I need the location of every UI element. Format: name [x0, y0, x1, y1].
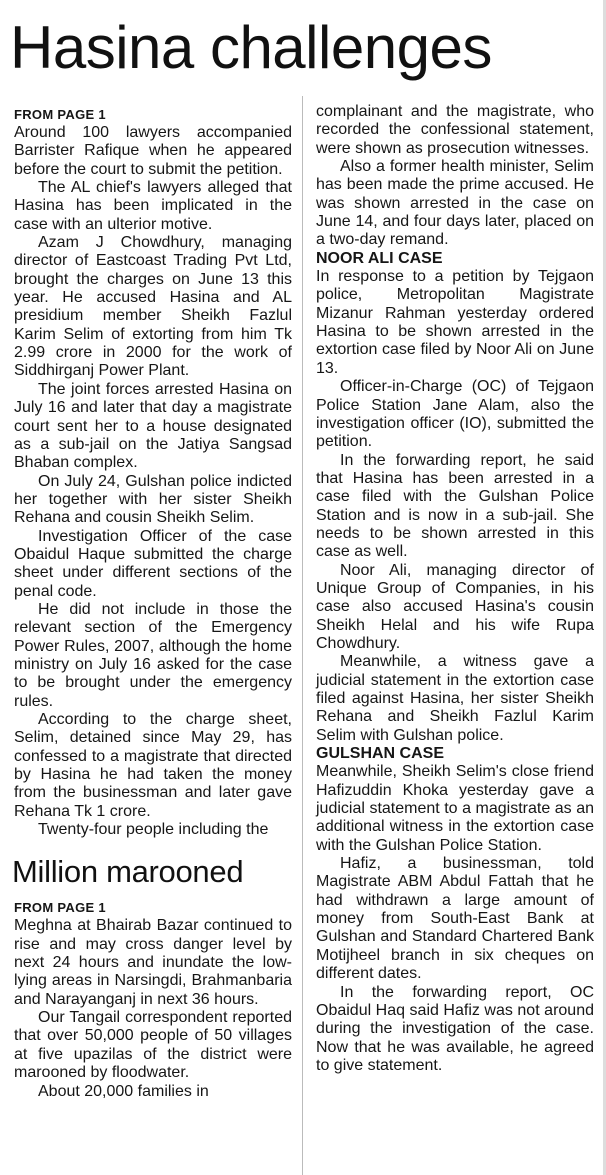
paragraph: Investigation Officer of the case Obaidul Haque submitted the charge sheet under different sections of the penal code. — [14, 527, 292, 600]
paragraph: According to the charge sheet, Selim, detained since May 29, has confessed to a magistrate that directed by Hasina he had taken the money from the businessman and later gave Rehana Tk 1 crore. — [14, 711, 292, 820]
headline-million-marooned: Million marooned — [12, 854, 244, 890]
paragraph: Noor Ali, managing director of Unique Group of Companies, in his case also accused Hasina's cousin Sheikh Helal and his wife Rupa Chowdhury. — [316, 561, 594, 652]
paragraph: Officer-in-Charge (OC) of Tejgaon Police Station Jane Alam, also the investigation officer (IO), submitted the petition. — [316, 378, 594, 451]
paragraph: Meghna at Bhairab Bazar continued to rise and may cross danger level by next 24 hours and inundate the low-lying areas in Narsingdi, Brahmanbaria and Narayanganj in next 36 hours. — [14, 917, 292, 1008]
paragraph: Hafiz, a businessman, told Magistrate ABM Abdul Fattah that he had withdrawn a large amount of money from South-East Bank at Gulshan and Standard Chartered Bank Motijheel branch in six cheques on different dates. — [316, 855, 594, 983]
paragraph: On July 24, Gulshan police indicted her together with her sister Sheikh Rehana and cousin Sheikh Selim. — [14, 472, 292, 527]
right-column — [316, 103, 594, 1075]
paragraph: Also a former health minister, Selim has been made the prime accused. He was shown arrested in the case on June 14, and four days later, placed on a two-day remand. — [316, 158, 594, 249]
left-column — [14, 106, 292, 1101]
paragraph: Around 100 lawyers accompanied Barrister Rafique when he appeared before the court to submit the petition. — [14, 124, 292, 178]
paragraph: Meanwhile, Sheikh Selim's close friend Hafizuddin Khoka yesterday gave a judicial statement to a magistrate as an additional witness in the extortion case with the Gulshan Police Station. — [316, 763, 594, 854]
headline-hasina-challenges: Hasina challenges — [10, 14, 492, 81]
paragraph: Azam J Chowdhury, managing director of Eastcoast Trading Pvt Ltd, brought the charges on June 13 this year. He accused Hasina and AL presidium member Sheikh Fazlul Karim Selim of extorting from him Tk 2.99 crore in 2000 for the work of Siddhirganj Power Plant. — [14, 234, 292, 380]
paragraph: complainant and the magistrate, who recorded the confessional statement, were shown as prosecution witnesses. — [316, 103, 594, 157]
kicker-from-page-1: FROM PAGE 1 — [14, 900, 106, 916]
kicker-from-page-1: FROM PAGE 1 — [14, 107, 106, 122]
paragraph: In response to a petition by Tejgaon police, Metropolitan Magistrate Mizanur Rahman yesterday ordered Hasina to be shown arrested in the extortion case filed by Noor Ali on June 13. — [316, 268, 594, 377]
paragraph: The joint forces arrested Hasina on July 16 and later that day a magistrate court sent her to a house designated as a sub-jail on the Jatiya Sangsad Bhaban complex. — [14, 380, 292, 472]
paragraph: He did not include in those the relevant section of the Emergency Power Rules, 2007, although the home ministry on July 16 asked for the case to be brought under the emergency rules. — [14, 600, 292, 710]
subhead-noor-ali-case: NOOR ALI CASE — [316, 249, 443, 267]
paragraph: Twenty-four people including the — [38, 821, 269, 839]
paragraph: About 20,000 families in — [38, 1082, 209, 1100]
paragraph: In the forwarding report, OC Obaidul Haq said Hafiz was not around during the investigation of the case. Now that he was available, he agreed to give statement. — [316, 983, 594, 1074]
paragraph: Our Tangail correspondent reported that over 50,000 people of 50 villages at five upazilas of the district were marooned by floodwater. — [14, 1009, 292, 1082]
paragraph: Meanwhile, a witness gave a judicial statement in the extortion case filed against Hasina, her sister Sheikh Rehana and Sheikh Fazlul Karim Selim with Gulshan police. — [316, 653, 594, 744]
column-divider — [302, 96, 303, 1175]
paragraph: In the forwarding report, he said that Hasina has been arrested in a case filed with the Gulshan Police Station and is now in a sub-jail. She needs to be shown arrested in this case as well. — [316, 451, 594, 561]
subhead-gulshan-case: GULSHAN CASE — [316, 745, 445, 763]
paragraph: The AL chief's lawyers alleged that Hasina has been implicated in the case with an ulterior motive. — [14, 179, 292, 233]
